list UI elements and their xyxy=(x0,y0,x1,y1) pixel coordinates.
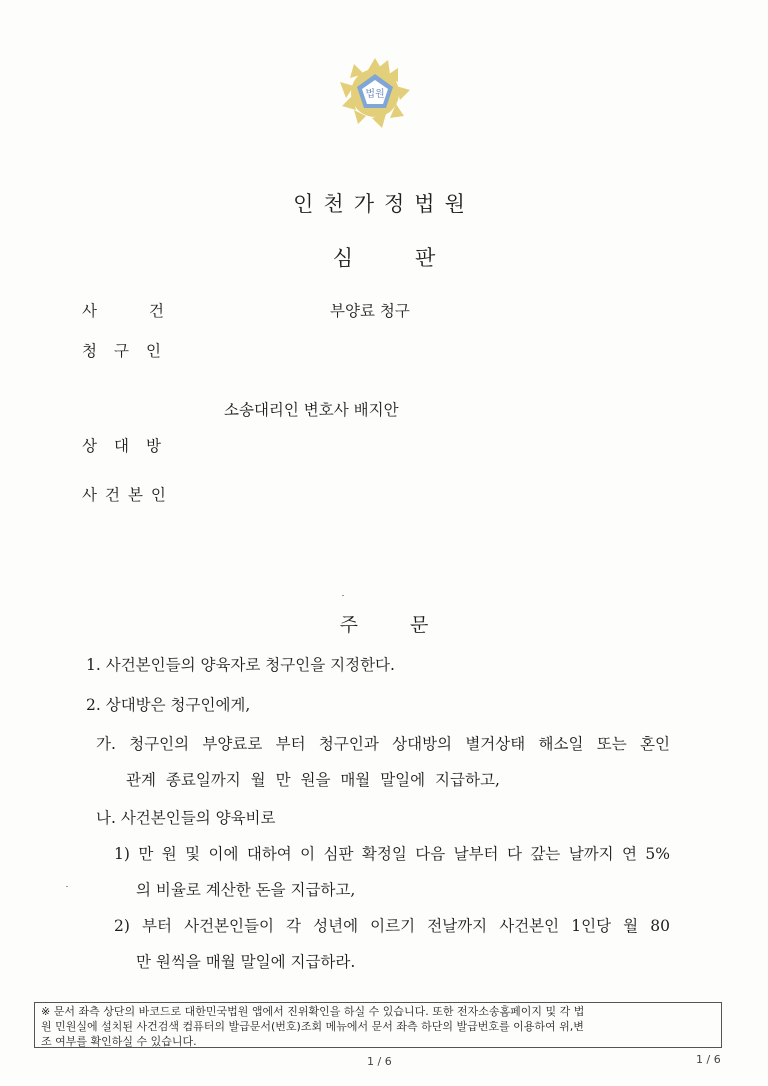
scan-speck xyxy=(66,886,68,887)
order-item-2b1-line2: 의 비율로 계산한 돈을 지급하고, xyxy=(136,881,356,899)
petitioner-label: 청구인 xyxy=(82,342,178,360)
order-section-title: 주문 xyxy=(339,614,481,636)
order-item-1: 1. 사건본인들의 양육자로 청구인을 지정한다. xyxy=(86,656,395,674)
court-name: 인천가정법원 xyxy=(293,192,475,216)
notice-line: 원 민원실에 설치된 사건검색 컴퓨터의 발급문서(번호)조회 메뉴에서 문서 좌측 하단의 발급번호를 이용하여 위,변 xyxy=(41,1020,584,1033)
page-number-corner: 1 / 6 xyxy=(696,1053,721,1066)
scan-speck xyxy=(342,595,344,596)
verification-notice-box xyxy=(34,1002,722,1048)
order-item-2a-line1: 가. 청구인의 부양료로 부터 청구인과 상대방의 별거상태 해소일 또는 혼인 xyxy=(96,735,670,753)
order-item-2b2-line1: 2) 부터 사건본인들이 각 성년에 이르기 전날까지 사건본인 1인당 월 80 xyxy=(114,917,670,935)
respondent-label: 상대방 xyxy=(82,437,178,455)
order-item-2b1-line1: 1) 만 원 및 이에 대하여 이 심판 확정일 다음 날부터 다 갚는 날까지 연 5% xyxy=(114,845,670,863)
principal-label: 사건본인 xyxy=(82,486,174,504)
page-number: 1 / 6 xyxy=(367,1055,392,1068)
notice-line: ※ 문서 좌측 상단의 바코드로 대한민국법원 앱에서 진위확인을 하실 수 있습니다. 또한 전자소송홈페이지 및 각 법 xyxy=(41,1005,585,1018)
seal-text: 법원 xyxy=(365,89,385,100)
court-seal-emblem xyxy=(338,56,412,130)
notice-line: 조 여부를 확인하실 수 있습니다. xyxy=(41,1035,197,1048)
order-item-2: 2. 상대방은 청구인에게, xyxy=(86,696,251,714)
order-item-2b2-line2: 만 원씩을 매월 말일에 지급하라. xyxy=(136,953,356,971)
case-value: 부양료 청구 xyxy=(330,302,410,320)
agent-value: 소송대리인 변호사 배지안 xyxy=(224,401,399,419)
case-label: 사건 xyxy=(82,302,216,320)
order-item-2a-line2: 관계 종료일까지 월 만 원을 매월 말일에 지급하고, xyxy=(126,771,500,789)
order-item-2b: 나. 사건본인들의 양육비로 xyxy=(96,809,276,827)
document-title: 심판 xyxy=(332,246,498,270)
